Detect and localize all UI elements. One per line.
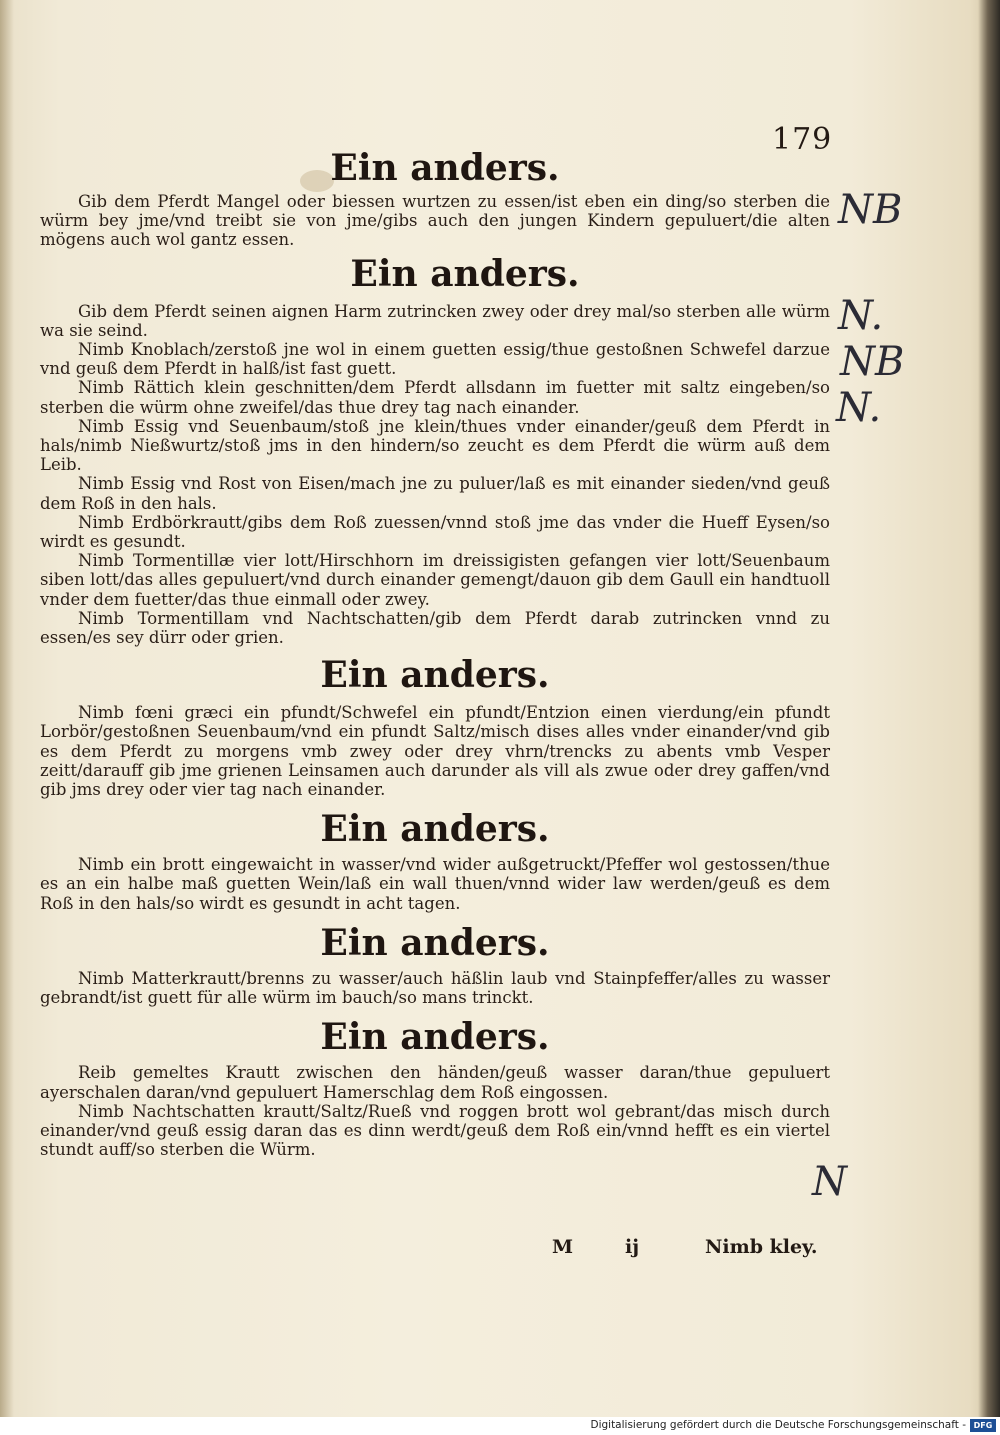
section — [40, 809, 830, 913]
section — [40, 1017, 830, 1159]
page-number: 179 — [772, 122, 833, 157]
paragraph: Nimb Essig vnd Seuenbaum/stoß jne klein/thues vnder einander/geuß dem Pferdt in hals/nimb Nießwurtz/stoß jms in den hindern/so zeucht es dem Pferdt die würm auß dem Leib. — [40, 416, 830, 475]
margin-annotation: N. — [836, 385, 882, 431]
section — [40, 254, 830, 648]
section-heading: Ein anders. — [320, 921, 550, 964]
signature-mark: M — [552, 1236, 574, 1258]
paragraph: Nimb fœni græci ein pfundt/Schwefel ein pfundt/Entzion einen vierdung/ein pfundt Lorbör/gestoßnen Seuenbaum/vnd ein pfundt Saltz/misch dises alles vnder einander/vnd gib es dem Pferdt zu morgens vmb zwey oder drey vhrn/trencks zu abents vmb Vesper zeitt/darauff gib jme grienen Leinsamen auch darunder als vill als zwue oder drey gaffen/vnd gib jms drey oder vier tag nach einander. — [40, 703, 830, 800]
paragraph: Nimb Tormentillæ vier lott/Hirschhorn im dreissigisten gefangen vier lott/Seuenbaum siben lott/das alles gepuluert/vnd durch einander gemengt/dauon gib dem Gaull ein handtuoll vnder dem fuetter/das thue einmall oder zwey. — [40, 551, 830, 609]
section-heading: Ein anders. — [330, 147, 560, 189]
paragraph: Gib dem Pferdt seinen aignen Harm zutrincken zwey oder drey mal/so sterben alle würm wa sie seind. — [40, 301, 830, 340]
section — [40, 148, 830, 250]
page-body — [40, 148, 830, 1159]
signature-number: ij — [625, 1236, 640, 1258]
paragraph: Reib gemeltes Krautt zwischen den händen/geuß wasser daran/thue gepuluert ayerschalen daran/vnd gepuluert Hamerschlag dem Roß eingossen. — [40, 1063, 830, 1102]
paragraph: Nimb Nachtschatten krautt/Saltz/Rueß vnd roggen brott wol gebrant/das misch durch einander/vnd geuß essig daran das es dinn werdt/geuß dem Roß ein/vnnd hefft es ein viertel stundt auff/so sterben die Würm. — [40, 1101, 830, 1160]
funding-credit: Digitalisierung gefördert durch die Deutsche Forschungsgemeinschaft - — [590, 1419, 966, 1431]
paragraph: Nimb Essig vnd Rost von Eisen/mach jne zu puluer/laß es mit einander sieden/vnd geuß dem Roß in den hals. — [40, 474, 830, 513]
section — [40, 655, 830, 799]
paragraph: Gib dem Pferdt Mangel oder biessen wurtzen zu essen/ist eben ein ding/so sterben die würm bey jme/vnd treibt sie von jme/gibs auch den jungen Kindern gepuluert/die alten mögens auch wol gantz essen. — [40, 192, 830, 250]
paragraph: Nimb ein brott eingewaicht in wasser/vnd wider außgetruckt/Pfeffer wol gestossen/thue es an ein halbe maß guetten Wein/laß ein wall thuen/vnnd wider law werden/geuß es dem Roß in den hals/so wirdt es gesundt in acht tagen. — [40, 855, 830, 913]
catchword: Nimb kley. — [705, 1236, 818, 1258]
margin-annotation: NB — [840, 339, 905, 385]
paragraph: Nimb Knoblach/zerstoß jne wol in einem guetten essig/thue gestoßnen Schwefel darzue vnd geuß dem Pferdt in halß/ist fast guett. — [40, 340, 830, 379]
footer-bar — [0, 1417, 1000, 1435]
margin-annotation: N — [812, 1159, 847, 1205]
binding-shadow — [0, 0, 14, 1417]
margin-annotation: N. — [838, 293, 884, 339]
page-edge — [978, 0, 1000, 1417]
paragraph: Nimb Rättich klein geschnitten/dem Pferdt allsdann im fuetter mit saltz eingeben/so sterben die würm ohne zweifel/das thue drey tag nach einander. — [40, 378, 830, 417]
section-heading: Ein anders. — [350, 252, 580, 295]
section-heading: Ein anders. — [320, 808, 550, 851]
section-heading: Ein anders. — [320, 654, 550, 697]
paragraph: Nimb Tormentillam vnd Nachtschatten/gib dem Pferdt darab zutrincken vnnd zu essen/es sey dürr oder grien. — [40, 608, 830, 648]
paragraph: Nimb Erdbörkrautt/gibs dem Roß zuessen/vnnd stoß jme das vnder die Hueff Eysen/so wirdt es gesundt. — [40, 512, 830, 552]
dfg-logo: DFG — [970, 1419, 996, 1432]
margin-annotation: NB — [838, 187, 903, 233]
paragraph: Nimb Matterkrautt/brenns zu wasser/auch häßlin laub vnd Stainpfeffer/alles zu wasser gebrandt/ist guett für alle würm im bauch/so mans trinckt. — [40, 968, 830, 1008]
section — [40, 923, 830, 1007]
section-heading: Ein anders. — [320, 1016, 550, 1059]
